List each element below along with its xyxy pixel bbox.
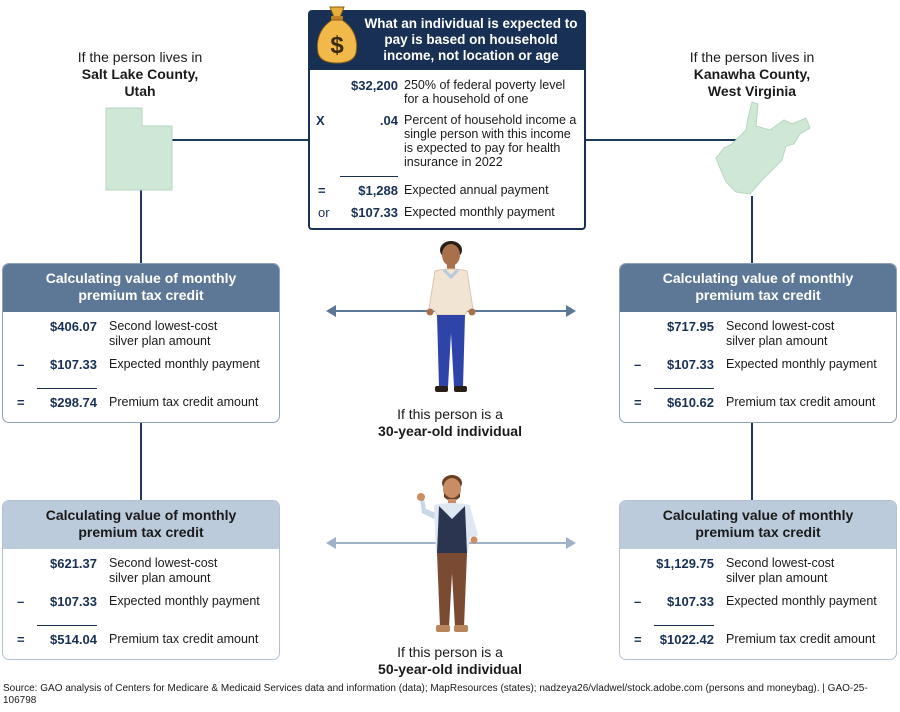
minus-sign: – [634,594,642,609]
calc-box-wv-50 [619,500,897,660]
calc-box-title: Calculating value of monthly premium tax credit [620,501,896,549]
formula-op-4: or [318,205,330,220]
connector-right-top [751,196,753,263]
person-30-who: 30-year-old individual [378,423,522,439]
west-virginia-map [712,100,812,198]
left-location-place-1: Salt Lake County, [81,66,199,82]
equals-sign: = [634,395,642,410]
payment-label: Expected monthly payment [109,357,260,371]
formula-value-4: $107.33 [351,205,398,220]
calc-box-utah-50 [2,500,280,660]
slcsp-label: Second lowest-cost silver plan amount [109,319,218,348]
right-location-place-1: Kanawha County, [693,66,811,82]
slcsp-amount: $717.95 [667,319,714,334]
formula-desc-3: Expected annual payment [404,183,549,197]
calc-box-wv-30 [619,263,897,423]
left-location-label [30,49,250,100]
slcsp-amount: $621.37 [50,556,97,571]
payment-label: Expected monthly payment [726,357,877,371]
calc-rule [37,625,97,626]
calc-box-title: Calculating value of monthly premium tax credit [620,264,896,312]
formula-op-3: = [318,183,326,198]
person-30-icon [421,239,481,397]
minus-sign: – [634,357,642,372]
calc-box-title: Calculating value of monthly premium tax credit [3,501,279,549]
equals-sign: = [17,632,25,647]
person-50-prefix: If this person is a [397,644,503,660]
utah-map [104,106,176,192]
slcsp-label: Second lowest-cost silver plan amount [726,556,835,585]
person-30-prefix: If this person is a [397,406,503,422]
payment-amount: $107.33 [50,357,97,372]
svg-text:$: $ [330,32,344,59]
credit-amount: $514.04 [50,632,97,647]
minus-sign: – [17,594,25,609]
calc-box-utah-30 [2,263,280,423]
formula-value-3: $1,288 [358,183,398,198]
calc-rule [37,388,97,389]
formula-value-2: .04 [379,113,398,128]
left-location-prefix: If the person lives in [77,49,203,65]
credit-label: Premium tax credit amount [109,632,259,646]
calc-rule [654,388,714,389]
credit-amount: $298.74 [50,395,97,410]
right-location-place-2: West Virginia [707,83,797,99]
formula-op-2: X [316,113,325,128]
person-50-label [340,644,560,678]
payment-amount: $107.33 [50,594,97,609]
left-location-place-2: Utah [124,83,156,99]
payment-label: Expected monthly payment [109,594,260,608]
slcsp-label: Second lowest-cost silver plan amount [726,319,835,348]
credit-label: Premium tax credit amount [109,395,259,409]
person-50-icon [412,473,490,637]
connector-right-middle [751,423,753,500]
connector-left-middle [140,423,142,500]
credit-label: Premium tax credit amount [726,395,876,409]
slcsp-amount: $1,129.75 [656,556,714,571]
moneybag-icon [314,3,360,65]
formula-value-1: $32,200 [351,78,398,93]
formula-desc-4: Expected monthly payment [404,205,555,219]
calc-box-title: Calculating value of monthly premium tax credit [3,264,279,312]
person-30-label [340,406,560,440]
formula-desc-2: Percent of household income a single person with this income is expected to pay for health insurance in 2022 [404,113,577,169]
person-50-who: 50-year-old individual [378,661,522,677]
right-location-prefix: If the person lives in [689,49,815,65]
equals-sign: = [17,395,25,410]
credit-amount: $1022.42 [659,632,714,647]
expected-payment-title: What an individual is expected to pay is based on household income, not location or age [310,12,584,70]
slcsp-amount: $406.07 [50,319,97,334]
credit-amount: $610.62 [667,395,714,410]
formula-desc-1: 250% of federal poverty level for a household of one [404,78,566,106]
payment-amount: $107.33 [667,594,714,609]
source-note: Source: GAO analysis of Centers for Medicare & Medicaid Services data and information (data); MapResources (states); nadzeya26/vladwel/stock.adobe.com (persons and moneybag). | GAO-25-106798 [3,683,868,706]
right-location-label [642,49,862,100]
formula-rule [340,176,398,177]
payment-amount: $107.33 [667,357,714,372]
credit-label: Premium tax credit amount [726,632,876,646]
equals-sign: = [634,632,642,647]
slcsp-label: Second lowest-cost silver plan amount [109,556,218,585]
expected-payment-box [308,10,586,230]
calc-rule [654,625,714,626]
connector-left-top [140,190,142,263]
payment-label: Expected monthly payment [726,594,877,608]
minus-sign: – [17,357,25,372]
